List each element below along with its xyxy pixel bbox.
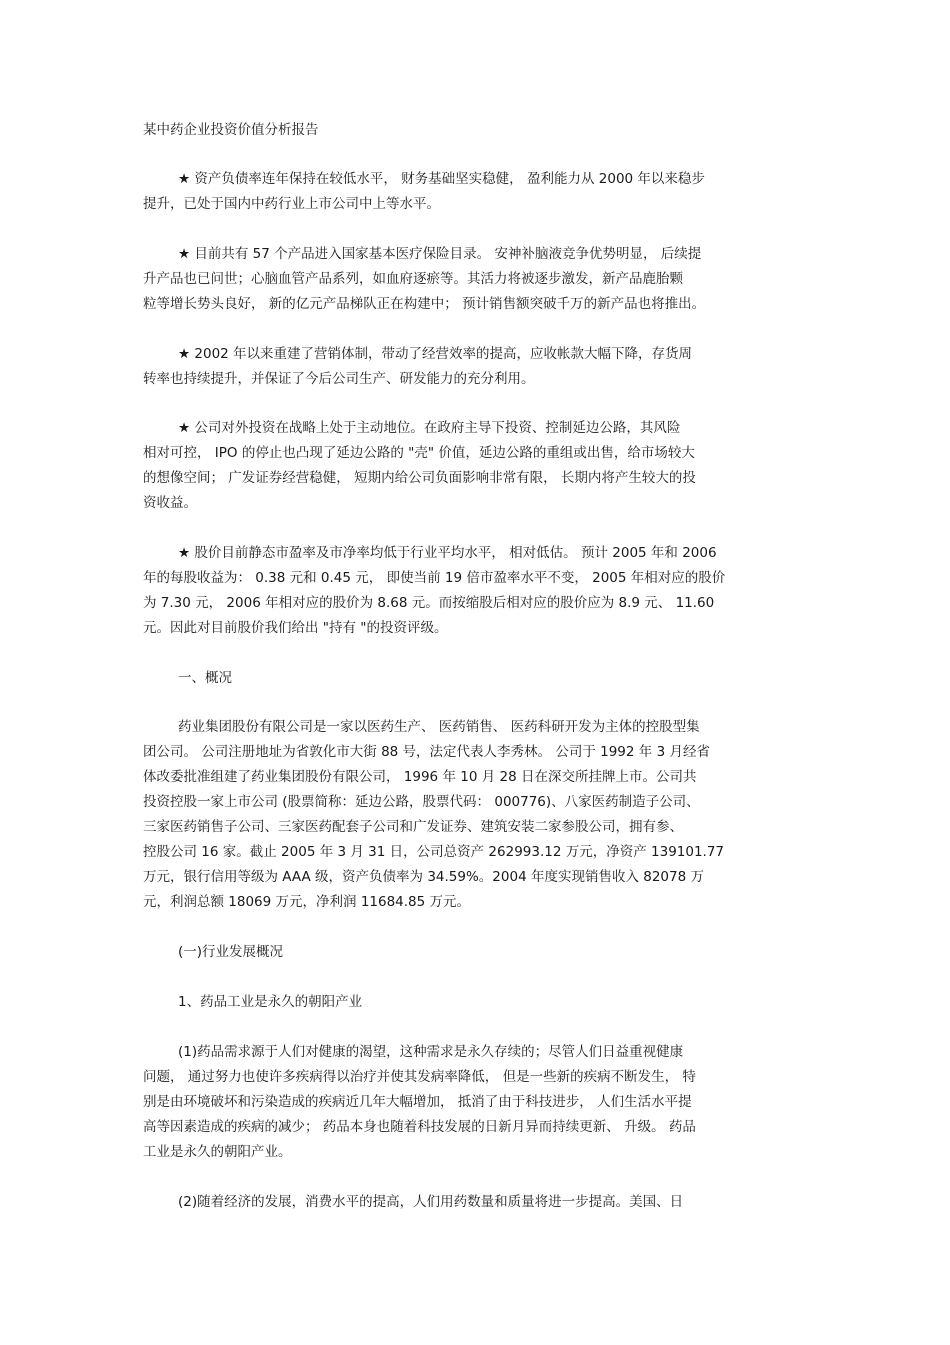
paragraph-line: 相对可控， IPO 的停止也凸现了延边公路的 "壳" 价值，延边公路的重组或出售，给市场较大 xyxy=(143,445,695,461)
paragraph-line: ★ 股价目前静态市盈率及市净率均低于行业平均水平， 相对低估。 预计 2005 年和 2006 xyxy=(178,545,717,561)
paragraph-line: ★ 公司对外投资在战略上处于主动地位。在政府主导下投资、控制延边公路，其风险 xyxy=(178,420,681,436)
section-heading: 一、概况 xyxy=(178,670,232,686)
paragraph-line: ★ 2002 年以来重建了营销体制，带动了经营效率的提高，应收帐款大幅下降，存货周 xyxy=(178,346,693,362)
paragraph-line: 为 7.30 元， 2006 年相对应的股价为 8.68 元。而按缩股后相对应的股价应为 8.9 元、 11.60 xyxy=(143,595,715,611)
paragraph-line: 元，利润总额 18069 万元，净利润 11684.85 万元。 xyxy=(143,894,471,910)
paragraph-line: 工业是永久的朝阳产业。 xyxy=(143,1144,292,1160)
paragraph-line: 的想像空间； 广发证券经营稳健， 短期内给公司负面影响非常有限， 长期内将产生较大的投 xyxy=(143,470,696,486)
subsection-heading: (一)行业发展概况 xyxy=(178,944,284,960)
paragraph-line: 万元，银行信用等级为 AAA 级，资产负债率为 34.59%。2004 年度实现销售收入 82078 万 xyxy=(143,869,704,885)
paragraph-line: 问题， 通过努力也使许多疾病得以治疗并使其发病率降低， 但是一些新的疾病不断发生， 特 xyxy=(143,1069,696,1085)
paragraph-line: 年的每股收益为： 0.38 元和 0.45 元， 即使当前 19 倍市盈率水平不变， 2005 年相对应的股价 xyxy=(143,570,726,586)
paragraph-line: 升产品也已问世；心脑血管产品系列，如血府逐瘀等。其活力将被逐步激发，新产品鹿胎颗 xyxy=(143,271,683,287)
paragraph-line: 粒等增长势头良好， 新的亿元产品梯队正在构建中； 预计销售额突破千万的新产品也将推出。 xyxy=(143,296,706,312)
document-title: 某中药企业投资价值分析报告 xyxy=(143,122,319,138)
paragraph-line: 元。因此对目前股价我们给出 "持有 "的投资评级。 xyxy=(143,620,448,636)
paragraph-line: ★ 资产负债率连年保持在较低水平， 财务基础坚实稳健， 盈利能力从 2000 年以来稳步 xyxy=(178,171,705,187)
paragraph-line: 药业集团股份有限公司是一家以医药生产、 医药销售、 医药科研开发为主体的控股型集 xyxy=(178,719,700,735)
paragraph-line: 体改委批准组建了药业集团股份有限公司， 1996 年 10 月 28 日在深交所挂牌上市。公司共 xyxy=(143,769,697,785)
subsection-heading: 1、药品工业是永久的朝阳产业 xyxy=(178,994,363,1010)
paragraph-line: ★ 目前共有 57 个产品进入国家基本医疗保险目录。 安神补脑液竞争优势明显， 后续提 xyxy=(178,246,702,262)
paragraph-line: 高等因素造成的疾病的减少； 药品本身也随着科技发展的日新月异而持续更新、 升级。 药品 xyxy=(143,1119,696,1135)
paragraph-line: 资收益。 xyxy=(143,495,197,511)
paragraph-line: (2)随着经济的发展，消费水平的提高，人们用药数量和质量将进一步提高。美国、日 xyxy=(178,1194,684,1210)
paragraph-line: 别是由环境破坏和污染造成的疾病近几年大幅增加， 抵消了由于科技进步， 人们生活水平提 xyxy=(143,1094,692,1110)
paragraph-line: 控股公司 16 家。截止 2005 年 3 月 31 日，公司总资产 262993.12 万元，净资产 139101.77 xyxy=(143,844,725,860)
paragraph-line: (1)药品需求源于人们对健康的渴望，这种需求是永久存续的；尽管人们日益重视健康 xyxy=(178,1044,684,1060)
paragraph-line: 投资控股一家上市公司 (股票简称：延边公路，股票代码： 000776)、八家医药制造子公司、 xyxy=(143,794,700,810)
paragraph-line: 团公司。 公司注册地址为省敦化市大街 88 号，法定代表人李秀林。 公司于 1992 年 3 月经省 xyxy=(143,744,710,760)
paragraph-line: 提升，已处于国内中药行业上市公司中上等水平。 xyxy=(143,196,440,212)
paragraph-line: 三家医药销售子公司、三家医药配套子公司和广发证券、建筑安装二家参股公司，拥有参、 xyxy=(143,819,683,835)
paragraph-line: 转率也持续提升，并保证了今后公司生产、研发能力的充分利用。 xyxy=(143,371,535,387)
